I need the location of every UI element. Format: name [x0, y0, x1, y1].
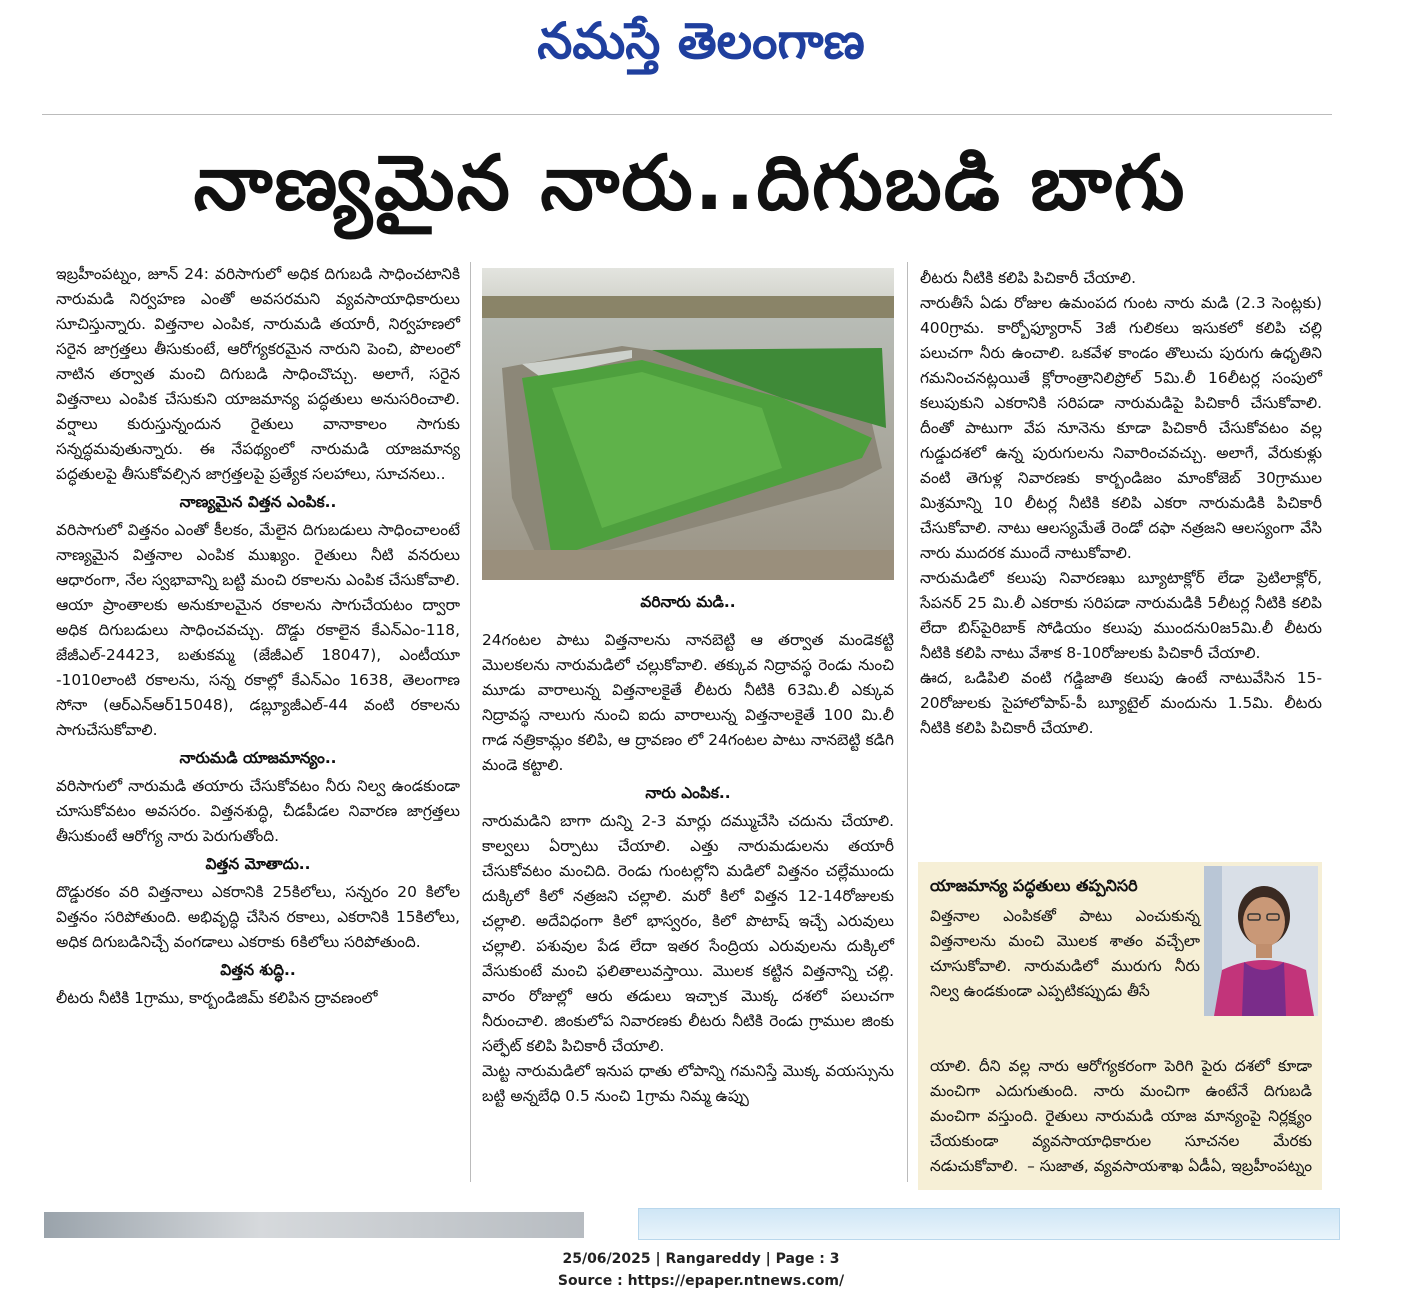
rice-nursery-photo: [482, 268, 894, 580]
masthead-rule: [42, 114, 1332, 115]
subheading-seed-treatment: విత్తన శుద్ధి..: [220, 961, 296, 979]
article-column-1: [56, 262, 460, 1011]
expert-portrait-image: [1204, 866, 1318, 1016]
paragraph: మెట్ట నారుమడిలో ఇనుప ధాతు లోపాన్ని గమనిస్తే మొక్క వయస్సును బట్టి అన్నబేధి 0.5 నుంచి 1గ్రామ నిమ్మ ఉప్పు: [482, 1062, 894, 1105]
box-paragraph: విత్తనాల ఎంపికతో పాటు ఎంచుకున్న విత్తనాలను మంచి మొలక శాతం వచ్చేలా చూసుకోవాలి. నారుమడిలో మురుగు నీరు నిల్వ ఉండకుండా ఎప్పటికప్పుడు తీసే: [930, 907, 1200, 1000]
expert-portrait-photo: [1204, 866, 1318, 1016]
page-footer: [0, 1248, 1402, 1292]
photo-caption: వరినారు మడి..: [640, 593, 736, 611]
subheading-nursery-management: నారుమడి యాజమాన్యం..: [179, 749, 337, 767]
rice-nursery-image: [482, 268, 894, 580]
paragraph: వరిసాగులో నారుమడి తయారు చేసుకోవటం నీరు నిల్వ ఉండకుండా చూసుకోవటం అవసరం. విత్తనశుద్ధి, చీడపీడల నివారణ జాగ్రత్తలు తీసుకుంటే ఆరోగ్య నారు పెరుగుతోంది.: [56, 777, 460, 845]
paragraph: ఊద, ఒడిపిలి వంటి గడ్డిజాతి కలుపు ఉంటే నాటువేసిన 15-20రోజులకు సైహాలోపాప్-పీ బ్యూటైల్ మందును 1.5మి. లీటరు నీటికి కలిపి పిచికారీ చేయాలి.: [920, 669, 1322, 737]
footer-source-link[interactable]: Source : https://epaper.ntnews.com/: [557, 1273, 845, 1289]
expert-advice-box: [918, 862, 1322, 1190]
paragraph: లీటరు నీటికి 1గ్రాము, కార్బండిజిమ్ కలిపిన ద్రావణంలో: [56, 989, 378, 1007]
subheading-seed-quantity: విత్తన మోతాదు..: [205, 855, 311, 873]
article-column-3: [920, 266, 1322, 741]
next-article-image-strip: [44, 1212, 584, 1238]
paragraph: లీటరు నీటికి కలిపి పిచికారీ చేయాలి.: [920, 269, 1136, 287]
box-title: యాజమాన్య పద్ధతులు తప్పనిసరి: [930, 876, 1138, 895]
masthead-logo: నమస్తే తెలంగాణ: [537, 11, 865, 70]
column-divider: [470, 262, 471, 1182]
intro-paragraph: ఇబ్రహీంపట్నం, జూన్ 24: వరిసాగులో అధిక దిగుబడి సాధించటానికి నారుమడి నిర్వహణ ఎంతో అవసరమని వ్యవసాయాధికారులు సూచిస్తున్నారు. విత్తనాల ఎంపిక, నారుమడి తయారీ, నిర్వహణలో సరైన జాగ్రత్తలు తీసుకుంటే, ఆరోగ్యకరమైన నారుని పెంచి, పొలంలో నాటిన తర్వాత మంచి దిగుబడి సాధించొచ్చు. అలాగే, సరైన విత్తనాలు ఎంపిక చేసుకుని యాజమాన్య పద్ధతులు అనుసరించాలి. వర్షాలు కురుస్తున్నందున రైతులు వానాకాలం సాగుకు సన్నద్ధమవుతున్నారు. ఈ నేపథ్యంలో నారుమడి యాజమాన్య పద్ధతులపై తీసుకోవల్సిన జాగ్రత్తలపై ప్రత్యేక సలహాలు, సూచనలు..: [56, 265, 460, 483]
paragraph: వరిసాగులో విత్తనం ఎంతో కీలకం, మేలైన దిగుబడులు సాధించాలంటే నాణ్యమైన విత్తనాల ఎంపిక ముఖ్యం. రైతులు నీటి వనరులు ఆధారంగా, నేల స్వభావాన్ని బట్టి మంచి రకాలను ఎంపిక చేసుకోవాలి. ఆయా ప్రాంతాలకు అనుకూలమైన రకాలను సాగుచేయటం ద్వారా అధిక దిగుబడులు సాధించవచ్చు. దొడ్డు రకాలైన కేఎన్‌ఎం-118, జేజీఎల్-24423, బతుకమ్మ (జేజీఎల్ 18047), ఎంటీయూ -1010లాంటి రకాలను, సన్న రకాల్లో కేఎన్ఎం 1638, తెలంగాణ సోనా (ఆర్ఎన్ఆర్15048), డబ్ల్యూజీఎల్-44 వంటి రకాలను సాగుచేసుకోవాలి.: [56, 521, 460, 739]
box-paragraph: యాలి. దీని వల్ల నారు ఆరోగ్యకరంగా పెరిగి పైరు దశలో కూడా మంచిగా ఎదుగుతుంది. నారు మంచిగా ఉంటేనే దిగుబడి మంచిగా వస్తుంది. రైతులు నారుమడి యాజ మాన్యంపై నిర్లక్ష్యం చేయకుండా వ్యవసాయాధికారుల సూచనల మేరకు నడుచుకోవాలి.: [930, 1057, 1312, 1175]
column-divider: [907, 262, 908, 1182]
subheading-seed-selection: నాణ్యమైన విత్తన ఎంపిక..: [179, 493, 337, 511]
paragraph: నారుమడిని బాగా దున్ని 2-3 మార్లు దమ్ముచేసి చదును చేయాలి. కాల్వలు ఏర్పాటు చేయాలి. ఎత్తు నారుమడులను తయారీ చేసుకోవటం మంచిది. రెండు గుంటల్లోని మడిలో విత్తనం చల్లేముందు దుక్కిలో కిలో నత్రజని చల్లాలి. మరో కిలో విత్తన 12-14రోజులకు చల్లాలి. అదేవిధంగా కిలో భాస్వరం, కిలో పొటాష్ ఇచ్చే ఎరువులు చల్లాలి. పశువుల పేడ లేదా ఇతర సేంద్రియ ఎరువులను దుక్కిలో వేసుకుంటే మంచి ఫలితాలువస్తాయి. మొలక కట్టిన విత్తనాన్ని చల్లి. వారం రోజుల్లో ఆరు తడులు ఇచ్చాక మొక్క దశలో పలుచగా నీరుంచాలి. జింకులోప నివారణకు లీటరు నీటికి రెండు గ్రాముల జింకు సల్ఫేట్ కలిపి పిచికారీ చేయాలి.: [482, 812, 894, 1055]
paragraph: నారుమడిలో కలుపు నివారణఖు బ్యూటాక్లోర్ లేడా ప్రెటిలాక్లోర్, సేపనర్ 25 మి.లీ ఎకరాకు సరిపడా నారుమడికి 5లీటర్ల నీటికి కలిపి లేదా బిస్‌పైరిబాక్ సోడియం కలుపు ముందను0జ5మి.లీ లీటరు నీటికి కలిపి నాటు వేశాక 8-10రోజులకు పిచికారీ చేయాలి.: [920, 569, 1322, 662]
footer-date-edition: 25/06/2025 | Rangareddy | Page : 3: [562, 1251, 840, 1267]
paragraph: 24గంటల పాటు విత్తనాలను నానబెట్టి ఆ తర్వాత మండెకట్టి మొలకలను నారుమడిలో చల్లుకోవాలి. తక్కువ నిద్రావస్థ రెండు నుంచి మూడు వారాలున్న విత్తనాలకైతే లీటరు నీటికి 63మి.లీ ఎక్కువ నిద్రావస్థ నాలుగు నుంచి ఐదు వారాలున్న విత్తనాలకైతే 100 మి.లీ గాడ నత్రికామ్లం కలిపి, ఆ ద్రావణం లో 24గంటల పాటు నానబెట్టి కడిగి మండె కట్టాలి.: [482, 631, 894, 774]
subheading-seedling-selection: నారు ఎంపిక..: [645, 784, 731, 802]
paragraph: నారుతీసే ఏడు రోజుల ఉమంపద గుంట నారు మడి (2.3 సెంట్లకు) 400గ్రామ. కార్బోఫ్యూరాన్ 3జీ గులికలు ఇసుకలో కలిపి చల్లి పలుచగా నీరు ఉంచాలి. ఒకవేళ కాండం తొలుచు పురుగు ఉధృతిని గమనించనట్లయితే క్లోరాంత్రానిలిప్రోల్ 5మి.లీ 16లీటర్ల సంపులో కలుపుకుని ఎకరానికి సరిపడా నారుమడిపై పిచికారీ చేసుకోవాలి. దీంతో పాటుగా వేప నూనెను కూడా పిచికారీ చేసుకోవటం వల్ల గుడ్డుదశలో ఉన్న పురుగులను నివారించవచ్చు. అలాగే, వేరుకుళ్లు వంటి తెగుళ్ల నివారణకు కార్బండిజం మాంకోజెబ్ 30గ్రాముల మిశ్రమాన్ని 10 లీటర్ల నీటికి కలిపి ఎకరా నారుమడికి పిచికారీ చేసుకోవాలి. నాటు ఆలస్యమేతే రెండో దఫా నత్రజని ఆలస్యంగా వేసి నారు ముదరక ముందే నాటుకోవాలి.: [920, 294, 1322, 562]
headline: నాణ్యమైన నారు..దిగుబడి బాగు: [193, 138, 1187, 227]
advertisement-strip: [638, 1208, 1340, 1240]
paragraph: దొడ్డురకం వరి విత్తనాలు ఎకరానికి 25కిలోలు, సన్నరం 20 కిలోల విత్తనం సరిపోతుంది. అభివృద్ధి చేసిన రకాలు, ఎకరానికి 15కిలోలు, అధిక దిగుబడినిచ్చే వంగడాలు ఎకరాకు 6కిలోలు సరిపోతుంది.: [56, 883, 460, 951]
article-column-2: [482, 628, 894, 1109]
box-signature: – సుజాత, వ్యవసాయశాఖ ఏడీఏ, ఇబ్రహీంపట్నం: [1027, 1157, 1312, 1175]
